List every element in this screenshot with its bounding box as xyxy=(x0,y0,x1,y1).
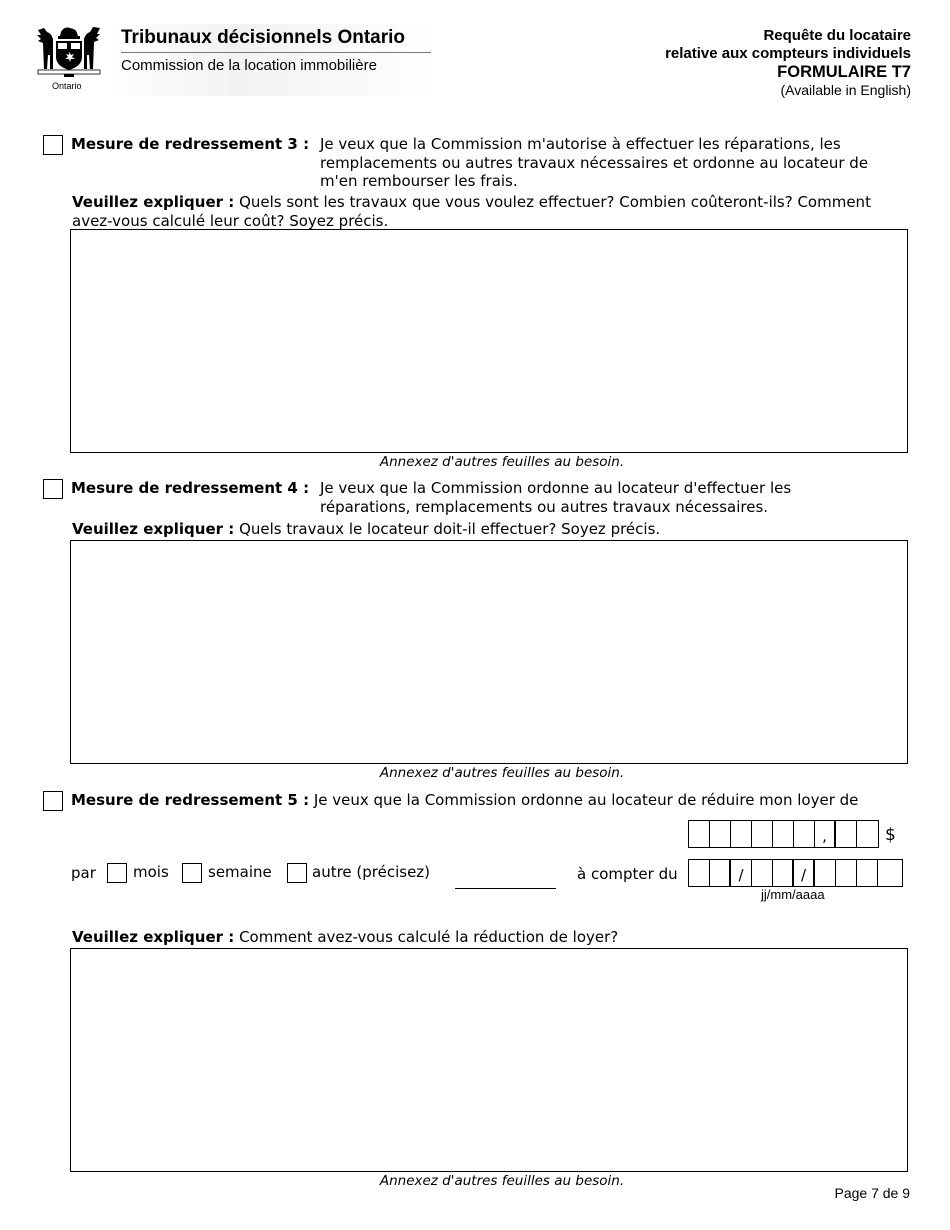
date-year-cell[interactable] xyxy=(857,860,878,886)
remedy4-explain-label: Veuillez expliquer : xyxy=(72,520,235,538)
remedy5-attach-note: Annexez d'autres feuilles au besoin. xyxy=(379,1173,625,1189)
amount-digit-cell[interactable] xyxy=(794,821,815,847)
org-name: Tribunaux décisionnels Ontario xyxy=(121,27,405,48)
remedy4-explain xyxy=(72,520,922,539)
period-other-checkbox[interactable] xyxy=(287,863,307,883)
date-month-cell[interactable] xyxy=(752,860,773,886)
available-english: (Available in English) xyxy=(780,82,911,98)
remedy4-label: Mesure de redressement 4 : xyxy=(71,479,310,497)
remedy4-checkbox[interactable] xyxy=(43,479,63,499)
remedy4-explain-text: Quels travaux le locateur doit-il effectuer? Soyez précis. xyxy=(239,520,661,538)
start-date-label: à compter du xyxy=(577,865,678,883)
remedy3-checkbox[interactable] xyxy=(43,135,63,155)
remedy3-explain-line2: avez-vous calculé leur coût? Soyez précis. xyxy=(72,211,389,230)
amount-digit-cell[interactable] xyxy=(689,821,710,847)
amount-cent-cell[interactable] xyxy=(857,821,878,847)
remedy3-explanation-field[interactable] xyxy=(70,229,908,453)
remedy3-explain-label: Veuillez expliquer : xyxy=(72,193,235,211)
rent-reduction-amount-field[interactable] xyxy=(688,820,879,848)
period-other-input[interactable] xyxy=(455,868,556,889)
start-date-field[interactable] xyxy=(688,859,903,887)
remedy5-explain-label: Veuillez expliquer : xyxy=(72,928,235,946)
remedy3-attach-note: Annexez d'autres feuilles au besoin. xyxy=(379,454,625,470)
remedy3-text-line: remplacements ou autres travaux nécessaires et ordonne au locateur de xyxy=(320,153,869,172)
remedy4-text-line: Je veux que la Commission ordonne au locateur d'effectuer les xyxy=(320,479,792,497)
form-title-line1: Requête du locataire xyxy=(763,27,911,44)
currency-symbol: $ xyxy=(885,825,896,845)
period-other-label: autre (précisez) xyxy=(312,863,431,881)
form-code: FORMULAIRE T7 xyxy=(777,63,911,81)
period-week-checkbox[interactable] xyxy=(182,863,202,883)
remedy5-explanation-field[interactable] xyxy=(70,948,908,1172)
per-label: par xyxy=(71,864,96,882)
remedy3-label: Mesure de redressement 3 : xyxy=(71,135,310,153)
form-title-line2: relative aux compteurs individuels xyxy=(665,45,911,62)
remedy5-explain xyxy=(72,928,922,947)
date-year-cell[interactable] xyxy=(878,860,899,886)
period-month-checkbox[interactable] xyxy=(107,863,127,883)
org-divider xyxy=(121,52,431,53)
period-week-label: semaine xyxy=(208,863,272,881)
remedy5-text: Je veux que la Commission ordonne au locateur de réduire mon loyer de xyxy=(313,791,859,809)
remedy3-explain-line1: Quels sont les travaux que vous voulez effectuer? Combien coûteront-ils? Comment xyxy=(239,193,871,211)
remedy3-text-line: m'en rembourser les frais. xyxy=(320,172,518,190)
date-day-cell[interactable] xyxy=(710,860,731,886)
date-format-hint: jj/mm/aaaa xyxy=(761,887,825,902)
remedy4-text-line: réparations, remplacements ou autres travaux nécessaires. xyxy=(320,497,769,516)
date-year-cell[interactable] xyxy=(815,860,836,886)
remedy5-checkbox[interactable] xyxy=(43,791,63,811)
date-month-cell[interactable] xyxy=(773,860,794,886)
remedy5-label: Mesure de redressement 5 : xyxy=(71,791,310,809)
amount-digit-cell[interactable] xyxy=(752,821,773,847)
period-month-label: mois xyxy=(133,863,169,881)
logo-caption: Ontario xyxy=(52,81,82,91)
remedy3-explain xyxy=(72,193,922,230)
remedy5-line xyxy=(71,791,931,810)
amount-cent-cell[interactable] xyxy=(836,821,857,847)
amount-digit-cell[interactable] xyxy=(710,821,731,847)
remedy3-text-line: Je veux que la Commission m'autorise à effectuer les réparations, les xyxy=(320,135,841,153)
remedy3-text xyxy=(320,135,920,191)
ontario-coat-of-arms-logo xyxy=(34,24,104,86)
remedy4-explanation-field[interactable] xyxy=(70,540,908,764)
remedy5-explain-text: Comment avez-vous calculé la réduction de loyer? xyxy=(239,928,619,946)
date-year-cell[interactable] xyxy=(836,860,857,886)
form-title-block xyxy=(491,27,911,98)
remedy4-attach-note: Annexez d'autres feuilles au besoin. xyxy=(379,765,625,781)
remedy4-text xyxy=(320,479,920,516)
page-number: Page 7 de 9 xyxy=(834,1185,910,1201)
header xyxy=(0,0,950,100)
amount-digit-cell[interactable] xyxy=(773,821,794,847)
date-sep-cell[interactable]: / xyxy=(731,860,752,886)
org-sub: Commission de la location immobilière xyxy=(121,57,377,74)
date-day-cell[interactable] xyxy=(689,860,710,886)
amount-comma-cell[interactable]: , xyxy=(815,821,836,847)
date-sep-cell[interactable]: / xyxy=(794,860,815,886)
amount-digit-cell[interactable] xyxy=(731,821,752,847)
